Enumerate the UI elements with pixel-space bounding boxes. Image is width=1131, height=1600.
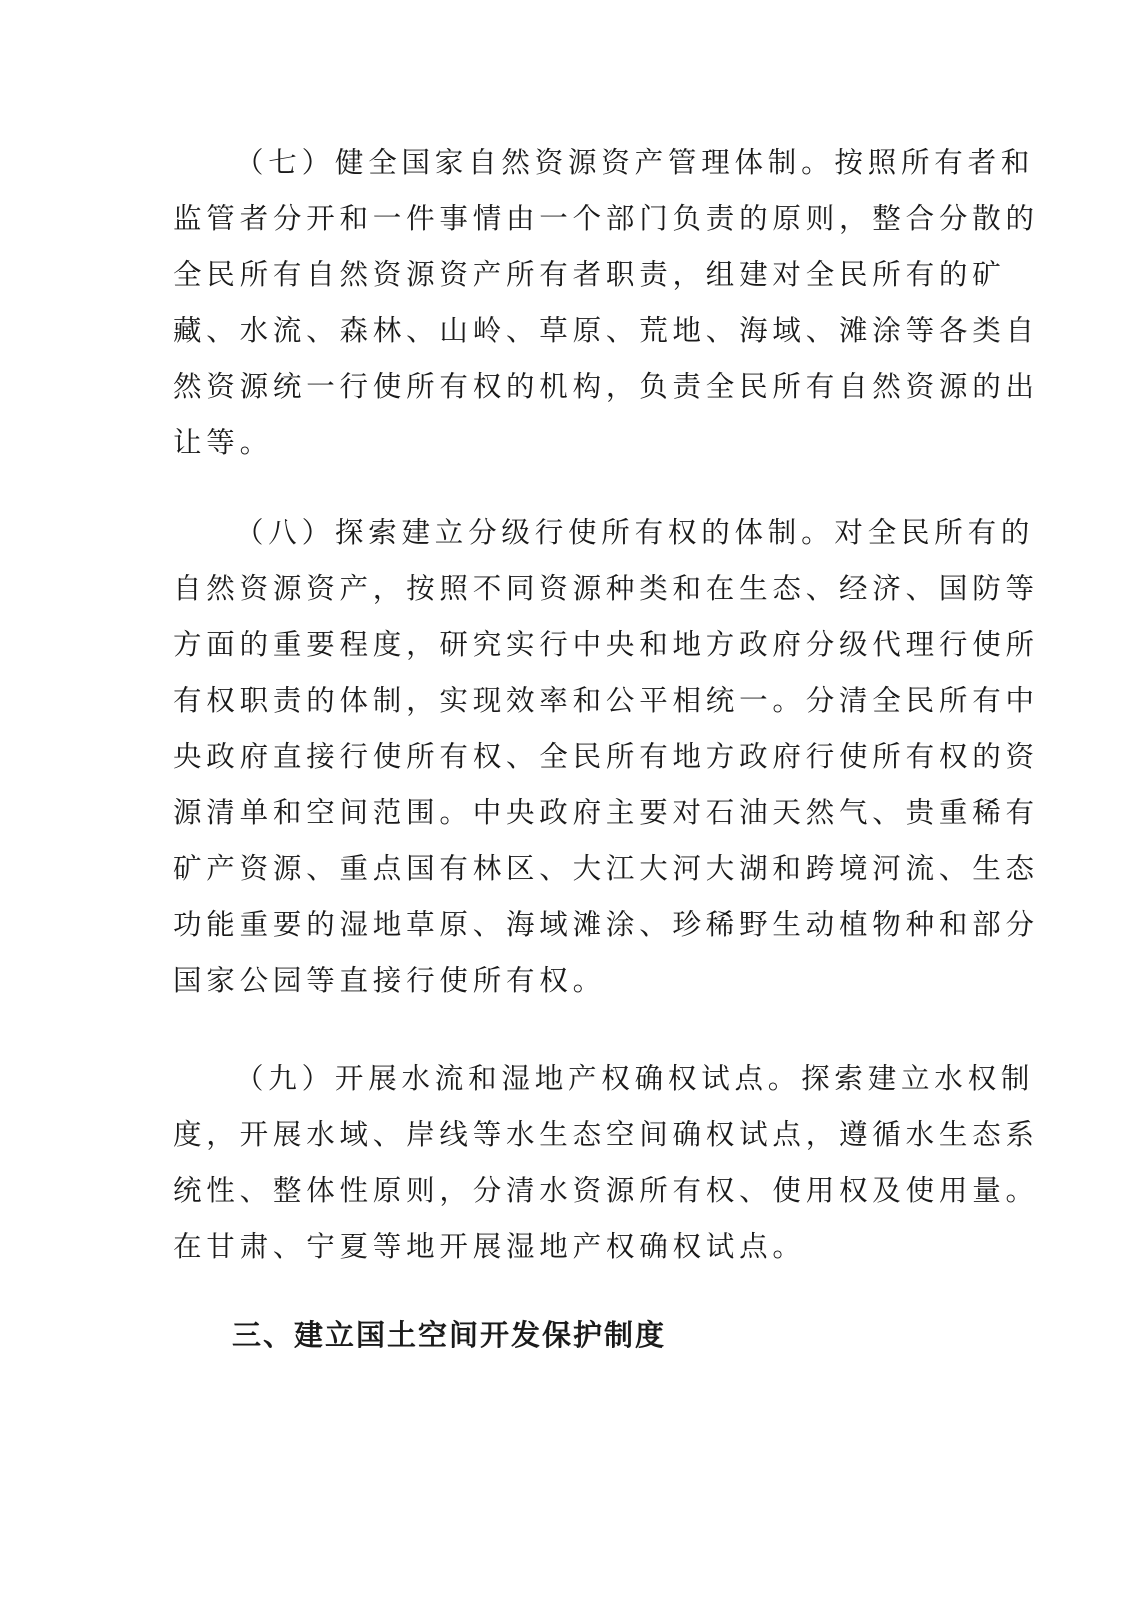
paragraph-line: 然资源统一行使所有权的机构，负责全民所有自然资源的出 [173,370,1039,403]
section-heading: 三、建立国土空间开发保护制度 [232,1318,667,1352]
paragraph-line: 全民所有自然资源资产所有者职责，组建对全民所有的矿 [173,258,1006,291]
paragraph-line: 自然资源资产，按照不同资源种类和在生态、经济、国防等 [173,572,1039,605]
paragraph-line: （八）探索建立分级行使所有权的体制。对全民所有的 [235,516,1035,549]
paragraph-line: 央政府直接行使所有权、全民所有地方政府行使所有权的资 [173,740,1039,773]
paragraph-line: 让等。 [173,426,273,459]
paragraph-line: 国家公园等直接行使所有权。 [173,964,606,997]
paragraph-8 [173,505,1039,1009]
paragraph-line: 统性、整体性原则，分清水资源所有权、使用权及使用量。 [173,1174,1039,1207]
paragraph-9 [173,1051,1039,1275]
paragraph-line: 矿产资源、重点国有林区、大江大河大湖和跨境河流、生态 [173,852,1039,885]
paragraph-line: 功能重要的湿地草原、海域滩涂、珍稀野生动植物种和部分 [173,908,1039,941]
paragraph-line: 源清单和空间范围。中央政府主要对石油天然气、贵重稀有 [173,796,1039,829]
paragraph-line: 在甘肃、宁夏等地开展湿地产权确权试点。 [173,1230,806,1263]
paragraph-line: 度，开展水域、岸线等水生态空间确权试点，遵循水生态系 [173,1118,1039,1151]
paragraph-line: 方面的重要程度，研究实行中央和地方政府分级代理行使所 [173,628,1039,661]
paragraph-line: 监管者分开和一件事情由一个部门负责的原则，整合分散的 [173,202,1039,235]
paragraph-line: （七）健全国家自然资源资产管理体制。按照所有者和 [235,146,1035,179]
paragraph-line: 藏、水流、森林、山岭、草原、荒地、海域、滩涂等各类自 [173,314,1039,347]
paragraph-line: 有权职责的体制，实现效率和公平相统一。分清全民所有中 [173,684,1039,717]
paragraph-7 [173,135,1039,471]
paragraph-line: （九）开展水流和湿地产权确权试点。探索建立水权制 [235,1062,1035,1095]
